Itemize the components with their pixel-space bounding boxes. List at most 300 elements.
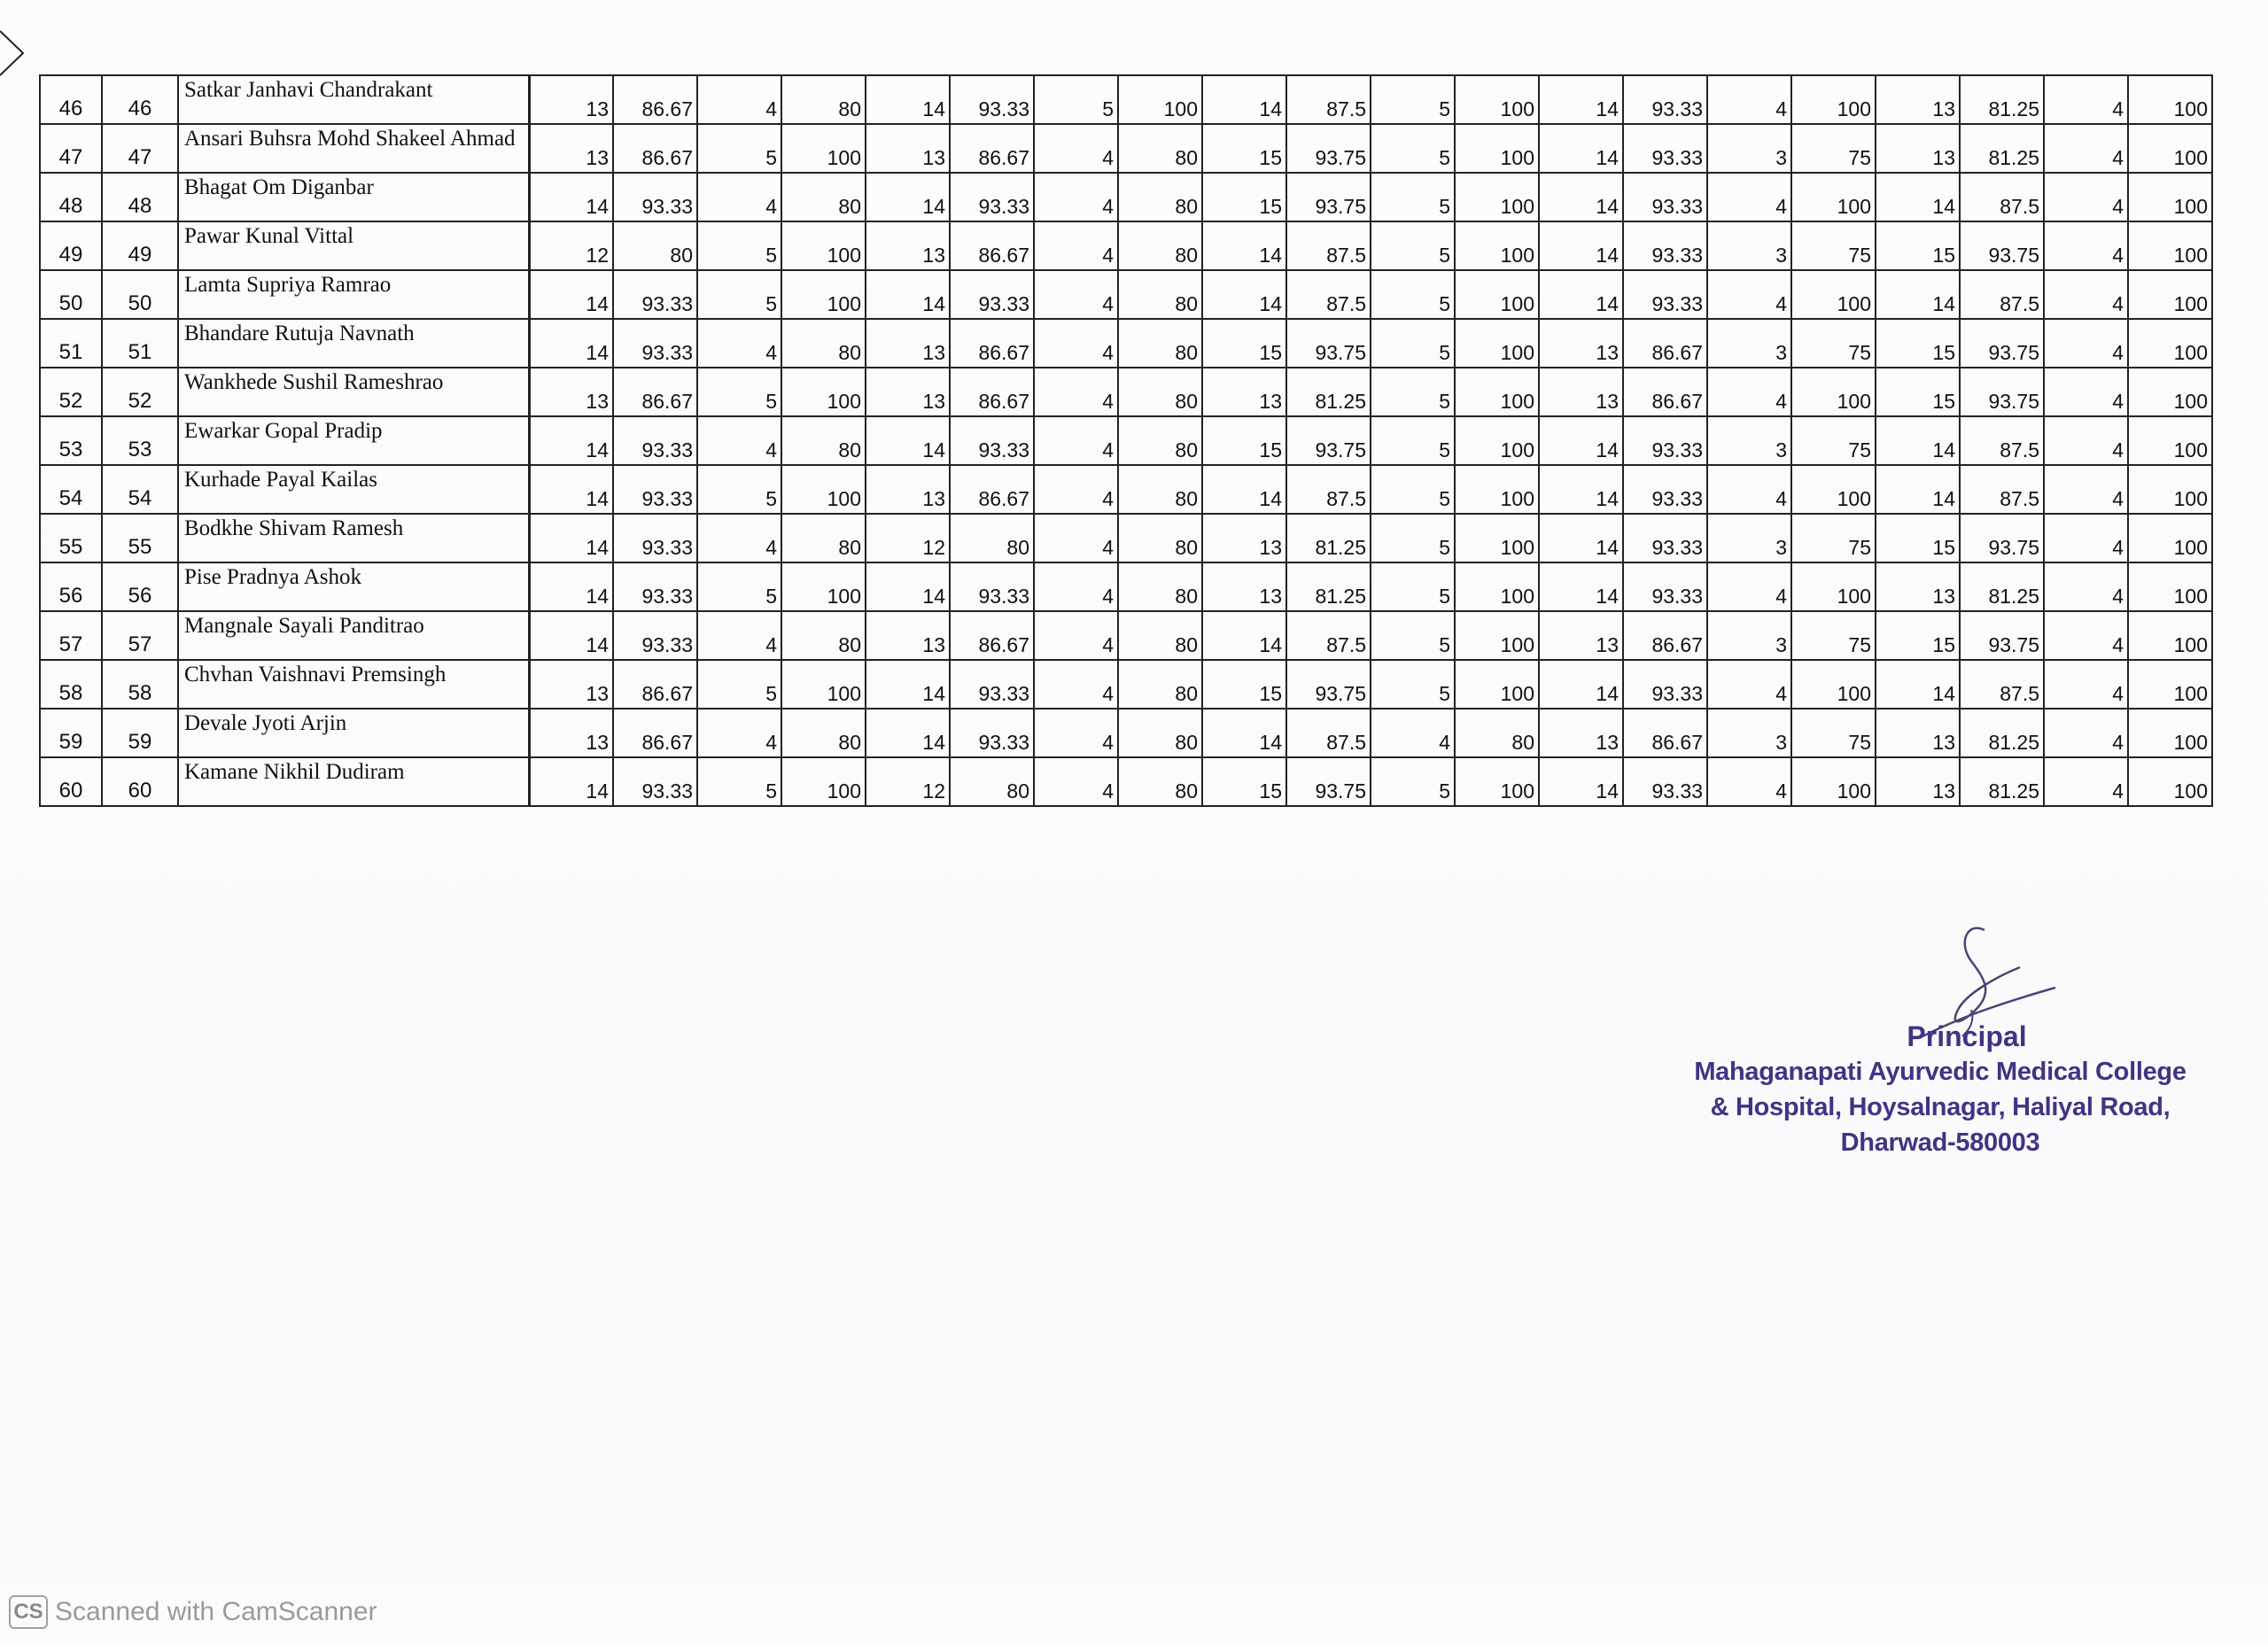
serial-number-cell: 52 — [40, 368, 102, 416]
attendance-percent-cell: 86.67 — [950, 465, 1034, 514]
attendance-count-cell: 14 — [1539, 75, 1623, 124]
attendance-percent-cell: 80 — [1118, 124, 1202, 173]
attendance-percent-cell: 80 — [781, 416, 866, 465]
attendance-count-cell: 4 — [1034, 416, 1118, 465]
roll-number-cell: 51 — [102, 319, 178, 368]
attendance-count-cell: 4 — [1707, 368, 1791, 416]
roll-number-cell: 52 — [102, 368, 178, 416]
attendance-percent-cell: 100 — [1455, 757, 1539, 806]
attendance-percent-cell: 93.33 — [1623, 173, 1707, 221]
attendance-percent-cell: 80 — [1118, 660, 1202, 709]
attendance-count-cell: 4 — [1034, 465, 1118, 514]
attendance-count-cell: 4 — [1034, 173, 1118, 221]
attendance-count-cell: 13 — [866, 465, 950, 514]
roll-number-cell: 49 — [102, 221, 178, 270]
attendance-count-cell: 14 — [529, 465, 613, 514]
attendance-count-cell: 5 — [697, 562, 781, 611]
attendance-count-cell: 5 — [1371, 611, 1455, 660]
attendance-count-cell: 15 — [1202, 124, 1286, 173]
table-row — [40, 75, 2212, 124]
attendance-percent-cell: 100 — [1455, 319, 1539, 368]
attendance-count-cell: 14 — [1876, 660, 1960, 709]
serial-number-cell: 58 — [40, 660, 102, 709]
attendance-percent-cell: 81.25 — [1960, 562, 2044, 611]
attendance-count-cell: 14 — [1539, 757, 1623, 806]
attendance-count-cell: 4 — [1707, 465, 1791, 514]
attendance-percent-cell: 86.67 — [613, 709, 697, 757]
attendance-percent-cell: 75 — [1791, 709, 1876, 757]
attendance-count-cell: 4 — [697, 416, 781, 465]
attendance-count-cell: 4 — [2044, 173, 2128, 221]
roll-number-cell: 58 — [102, 660, 178, 709]
attendance-count-cell: 14 — [866, 75, 950, 124]
attendance-count-cell: 4 — [2044, 660, 2128, 709]
table-row — [40, 270, 2212, 319]
attendance-count-cell: 15 — [1876, 221, 1960, 270]
attendance-count-cell: 4 — [697, 75, 781, 124]
attendance-count-cell: 5 — [697, 270, 781, 319]
attendance-count-cell: 13 — [1876, 562, 1960, 611]
attendance-percent-cell: 93.33 — [613, 562, 697, 611]
attendance-count-cell: 15 — [1876, 514, 1960, 562]
attendance-count-cell: 4 — [1034, 319, 1118, 368]
attendance-count-cell: 15 — [1202, 416, 1286, 465]
attendance-count-cell: 14 — [1539, 416, 1623, 465]
table-row — [40, 221, 2212, 270]
page-corner-fold-icon — [0, 27, 27, 80]
attendance-count-cell: 3 — [1707, 124, 1791, 173]
attendance-count-cell: 4 — [2044, 757, 2128, 806]
attendance-count-cell: 14 — [529, 173, 613, 221]
student-name-cell: Pise Pradnya Ashok — [178, 562, 529, 611]
table-row — [40, 757, 2212, 806]
attendance-count-cell: 4 — [1034, 709, 1118, 757]
stamp-line-3: Dharwad-580003 — [1840, 1128, 2040, 1157]
marks-table — [39, 74, 2213, 807]
stamp-line-1: Mahaganapati Ayurvedic Medical College — [1694, 1058, 2186, 1086]
attendance-count-cell: 5 — [1371, 465, 1455, 514]
attendance-count-cell: 5 — [1371, 173, 1455, 221]
attendance-count-cell: 14 — [866, 173, 950, 221]
attendance-count-cell: 12 — [866, 757, 950, 806]
attendance-percent-cell: 93.75 — [1286, 124, 1371, 173]
table-row — [40, 514, 2212, 562]
attendance-percent-cell: 100 — [1118, 75, 1202, 124]
attendance-percent-cell: 93.75 — [1286, 660, 1371, 709]
attendance-percent-cell: 93.33 — [1623, 270, 1707, 319]
attendance-count-cell: 14 — [1539, 465, 1623, 514]
attendance-percent-cell: 80 — [613, 221, 697, 270]
attendance-percent-cell: 86.67 — [613, 368, 697, 416]
attendance-count-cell: 4 — [1034, 124, 1118, 173]
attendance-percent-cell: 81.25 — [1960, 757, 2044, 806]
table-row — [40, 611, 2212, 660]
attendance-percent-cell: 93.33 — [950, 660, 1034, 709]
attendance-count-cell: 4 — [1707, 75, 1791, 124]
attendance-percent-cell: 100 — [781, 465, 866, 514]
attendance-percent-cell: 100 — [1455, 75, 1539, 124]
attendance-percent-cell: 93.33 — [613, 173, 697, 221]
attendance-percent-cell: 93.75 — [1960, 611, 2044, 660]
attendance-percent-cell: 93.33 — [1623, 660, 1707, 709]
student-name-cell: Pawar Kunal Vittal — [178, 221, 529, 270]
attendance-count-cell: 4 — [2044, 416, 2128, 465]
attendance-percent-cell: 100 — [781, 562, 866, 611]
attendance-percent-cell: 100 — [2128, 562, 2212, 611]
attendance-count-cell: 14 — [1876, 465, 1960, 514]
attendance-percent-cell: 93.33 — [1623, 465, 1707, 514]
camscanner-watermark — [9, 1594, 377, 1630]
attendance-percent-cell: 100 — [1791, 757, 1876, 806]
attendance-percent-cell: 100 — [1455, 660, 1539, 709]
attendance-percent-cell: 100 — [781, 368, 866, 416]
attendance-count-cell: 4 — [1034, 270, 1118, 319]
attendance-count-cell: 4 — [1034, 660, 1118, 709]
attendance-percent-cell: 93.33 — [950, 562, 1034, 611]
attendance-count-cell: 4 — [2044, 319, 2128, 368]
attendance-count-cell: 13 — [529, 124, 613, 173]
student-name-cell: Chvhan Vaishnavi Premsingh — [178, 660, 529, 709]
student-name-cell: Satkar Janhavi Chandrakant — [178, 75, 529, 124]
table-row — [40, 368, 2212, 416]
attendance-percent-cell: 100 — [2128, 319, 2212, 368]
student-name-cell: Bhandare Rutuja Navnath — [178, 319, 529, 368]
attendance-percent-cell: 100 — [781, 124, 866, 173]
attendance-percent-cell: 80 — [1118, 465, 1202, 514]
attendance-count-cell: 14 — [866, 270, 950, 319]
table-row — [40, 124, 2212, 173]
attendance-percent-cell: 93.33 — [613, 319, 697, 368]
attendance-count-cell: 13 — [866, 221, 950, 270]
attendance-percent-cell: 100 — [1791, 562, 1876, 611]
table-row — [40, 562, 2212, 611]
student-name-cell: Kurhade Payal Kailas — [178, 465, 529, 514]
student-name-cell: Devale Jyoti Arjin — [178, 709, 529, 757]
attendance-count-cell: 15 — [1876, 611, 1960, 660]
attendance-percent-cell: 100 — [1455, 465, 1539, 514]
attendance-count-cell: 13 — [1876, 757, 1960, 806]
attendance-count-cell: 5 — [1371, 75, 1455, 124]
attendance-percent-cell: 75 — [1791, 514, 1876, 562]
attendance-count-cell: 4 — [1034, 368, 1118, 416]
attendance-count-cell: 5 — [697, 465, 781, 514]
attendance-percent-cell: 100 — [781, 757, 866, 806]
attendance-percent-cell: 100 — [1791, 660, 1876, 709]
attendance-percent-cell: 93.33 — [613, 416, 697, 465]
attendance-percent-cell: 100 — [1455, 173, 1539, 221]
attendance-percent-cell: 100 — [1791, 368, 1876, 416]
attendance-count-cell: 15 — [1202, 173, 1286, 221]
serial-number-cell: 54 — [40, 465, 102, 514]
serial-number-cell: 48 — [40, 173, 102, 221]
attendance-percent-cell: 93.33 — [950, 75, 1034, 124]
attendance-percent-cell: 100 — [1455, 221, 1539, 270]
attendance-count-cell: 5 — [697, 124, 781, 173]
attendance-count-cell: 5 — [1371, 368, 1455, 416]
attendance-percent-cell: 86.67 — [950, 319, 1034, 368]
attendance-percent-cell: 93.33 — [613, 514, 697, 562]
attendance-percent-cell: 86.67 — [613, 75, 697, 124]
attendance-percent-cell: 75 — [1791, 124, 1876, 173]
attendance-count-cell: 13 — [1539, 368, 1623, 416]
attendance-percent-cell: 86.67 — [950, 611, 1034, 660]
attendance-percent-cell: 93.33 — [613, 757, 697, 806]
attendance-percent-cell: 86.67 — [950, 368, 1034, 416]
attendance-count-cell: 3 — [1707, 319, 1791, 368]
attendance-percent-cell: 100 — [1455, 514, 1539, 562]
attendance-percent-cell: 100 — [781, 660, 866, 709]
roll-number-cell: 50 — [102, 270, 178, 319]
attendance-count-cell: 4 — [2044, 221, 2128, 270]
attendance-count-cell: 13 — [1539, 709, 1623, 757]
attendance-count-cell: 13 — [1876, 709, 1960, 757]
watermark-text: Scanned with CamScanner — [55, 1597, 377, 1626]
attendance-count-cell: 13 — [866, 319, 950, 368]
attendance-percent-cell: 80 — [1118, 611, 1202, 660]
attendance-count-cell: 5 — [1371, 319, 1455, 368]
attendance-count-cell: 4 — [2044, 368, 2128, 416]
attendance-percent-cell: 75 — [1791, 221, 1876, 270]
attendance-count-cell: 15 — [1202, 319, 1286, 368]
attendance-percent-cell: 87.5 — [1286, 709, 1371, 757]
attendance-percent-cell: 75 — [1791, 319, 1876, 368]
stamp-title: Principal — [1907, 1020, 2027, 1052]
student-name-cell: Wankhede Sushil Rameshrao — [178, 368, 529, 416]
attendance-count-cell: 14 — [1539, 270, 1623, 319]
attendance-count-cell: 4 — [1034, 514, 1118, 562]
attendance-count-cell: 14 — [866, 709, 950, 757]
attendance-percent-cell: 80 — [1118, 757, 1202, 806]
attendance-count-cell: 14 — [529, 319, 613, 368]
attendance-percent-cell: 80 — [1118, 221, 1202, 270]
attendance-percent-cell: 81.25 — [1286, 368, 1371, 416]
attendance-percent-cell: 100 — [781, 270, 866, 319]
attendance-count-cell: 5 — [1371, 221, 1455, 270]
attendance-percent-cell: 80 — [781, 709, 866, 757]
attendance-count-cell: 14 — [1202, 221, 1286, 270]
attendance-count-cell: 4 — [1371, 709, 1455, 757]
attendance-count-cell: 4 — [2044, 75, 2128, 124]
attendance-count-cell: 14 — [1202, 75, 1286, 124]
attendance-count-cell: 4 — [697, 514, 781, 562]
attendance-count-cell: 5 — [697, 368, 781, 416]
attendance-count-cell: 3 — [1707, 221, 1791, 270]
attendance-count-cell: 12 — [529, 221, 613, 270]
attendance-percent-cell: 93.33 — [950, 270, 1034, 319]
attendance-percent-cell: 93.33 — [613, 465, 697, 514]
roll-number-cell: 53 — [102, 416, 178, 465]
attendance-count-cell: 14 — [529, 562, 613, 611]
attendance-percent-cell: 100 — [1455, 611, 1539, 660]
attendance-percent-cell: 100 — [1791, 270, 1876, 319]
attendance-percent-cell: 87.5 — [1286, 465, 1371, 514]
attendance-count-cell: 14 — [1876, 416, 1960, 465]
serial-number-cell: 46 — [40, 75, 102, 124]
attendance-percent-cell: 100 — [781, 221, 866, 270]
attendance-percent-cell: 81.25 — [1960, 709, 2044, 757]
attendance-percent-cell: 86.67 — [950, 124, 1034, 173]
camscanner-logo-icon: CS — [9, 1595, 48, 1629]
attendance-count-cell: 13 — [1876, 75, 1960, 124]
attendance-percent-cell: 93.75 — [1286, 757, 1371, 806]
attendance-percent-cell: 87.5 — [1960, 416, 2044, 465]
attendance-percent-cell: 80 — [781, 514, 866, 562]
attendance-percent-cell: 100 — [2128, 75, 2212, 124]
attendance-count-cell: 14 — [1876, 173, 1960, 221]
attendance-percent-cell: 93.33 — [613, 611, 697, 660]
attendance-count-cell: 4 — [1707, 173, 1791, 221]
attendance-count-cell: 13 — [866, 611, 950, 660]
serial-number-cell: 57 — [40, 611, 102, 660]
attendance-percent-cell: 81.25 — [1960, 75, 2044, 124]
attendance-count-cell: 3 — [1707, 709, 1791, 757]
student-name-cell: Ewarkar Gopal Pradip — [178, 416, 529, 465]
attendance-count-cell: 4 — [697, 173, 781, 221]
roll-number-cell: 46 — [102, 75, 178, 124]
attendance-percent-cell: 75 — [1791, 611, 1876, 660]
serial-number-cell: 50 — [40, 270, 102, 319]
attendance-percent-cell: 86.67 — [613, 124, 697, 173]
serial-number-cell: 60 — [40, 757, 102, 806]
attendance-count-cell: 13 — [1876, 124, 1960, 173]
attendance-percent-cell: 93.75 — [1286, 416, 1371, 465]
attendance-percent-cell: 93.75 — [1286, 173, 1371, 221]
attendance-count-cell: 14 — [529, 514, 613, 562]
attendance-count-cell: 4 — [1034, 221, 1118, 270]
serial-number-cell: 56 — [40, 562, 102, 611]
attendance-count-cell: 4 — [2044, 270, 2128, 319]
attendance-percent-cell: 100 — [1791, 75, 1876, 124]
attendance-count-cell: 14 — [529, 416, 613, 465]
attendance-count-cell: 5 — [1371, 416, 1455, 465]
attendance-percent-cell: 100 — [2128, 465, 2212, 514]
attendance-count-cell: 12 — [866, 514, 950, 562]
attendance-percent-cell: 100 — [2128, 660, 2212, 709]
attendance-percent-cell: 80 — [1118, 709, 1202, 757]
student-name-cell: Bhagat Om Diganbar — [178, 173, 529, 221]
roll-number-cell: 57 — [102, 611, 178, 660]
attendance-percent-cell: 100 — [2128, 709, 2212, 757]
principal-stamp — [1657, 1019, 2224, 1160]
attendance-percent-cell: 100 — [2128, 270, 2212, 319]
attendance-count-cell: 14 — [1539, 221, 1623, 270]
attendance-count-cell: 14 — [866, 660, 950, 709]
attendance-count-cell: 3 — [1707, 611, 1791, 660]
attendance-percent-cell: 87.5 — [1286, 270, 1371, 319]
attendance-percent-cell: 80 — [781, 611, 866, 660]
marks-table-body — [40, 75, 2212, 806]
attendance-percent-cell: 80 — [1118, 514, 1202, 562]
attendance-percent-cell: 80 — [1455, 709, 1539, 757]
table-row — [40, 416, 2212, 465]
attendance-count-cell: 5 — [1371, 124, 1455, 173]
attendance-count-cell: 15 — [1876, 319, 1960, 368]
roll-number-cell: 47 — [102, 124, 178, 173]
attendance-count-cell: 14 — [1202, 611, 1286, 660]
attendance-percent-cell: 93.75 — [1286, 319, 1371, 368]
attendance-count-cell: 13 — [1202, 562, 1286, 611]
attendance-percent-cell: 100 — [2128, 221, 2212, 270]
attendance-percent-cell: 100 — [1455, 270, 1539, 319]
attendance-percent-cell: 80 — [1118, 368, 1202, 416]
attendance-count-cell: 14 — [1876, 270, 1960, 319]
attendance-percent-cell: 80 — [1118, 173, 1202, 221]
attendance-percent-cell: 86.67 — [1623, 709, 1707, 757]
attendance-count-cell: 4 — [2044, 562, 2128, 611]
attendance-percent-cell: 87.5 — [1286, 75, 1371, 124]
attendance-count-cell: 14 — [529, 270, 613, 319]
attendance-count-cell: 13 — [529, 368, 613, 416]
attendance-count-cell: 13 — [1539, 611, 1623, 660]
attendance-percent-cell: 87.5 — [1960, 270, 2044, 319]
attendance-count-cell: 13 — [529, 75, 613, 124]
roll-number-cell: 55 — [102, 514, 178, 562]
attendance-percent-cell: 87.5 — [1286, 611, 1371, 660]
attendance-percent-cell: 86.67 — [613, 660, 697, 709]
attendance-percent-cell: 80 — [1118, 416, 1202, 465]
attendance-count-cell: 14 — [529, 757, 613, 806]
attendance-count-cell: 14 — [1539, 173, 1623, 221]
attendance-percent-cell: 93.75 — [1960, 221, 2044, 270]
attendance-count-cell: 5 — [1034, 75, 1118, 124]
attendance-percent-cell: 93.33 — [950, 416, 1034, 465]
roll-number-cell: 60 — [102, 757, 178, 806]
table-row — [40, 709, 2212, 757]
attendance-percent-cell: 100 — [2128, 514, 2212, 562]
attendance-count-cell: 14 — [1202, 465, 1286, 514]
attendance-percent-cell: 80 — [781, 75, 866, 124]
roll-number-cell: 59 — [102, 709, 178, 757]
attendance-percent-cell: 93.33 — [1623, 221, 1707, 270]
attendance-percent-cell: 81.25 — [1286, 514, 1371, 562]
attendance-percent-cell: 75 — [1791, 416, 1876, 465]
attendance-percent-cell: 100 — [2128, 124, 2212, 173]
attendance-percent-cell: 100 — [1455, 124, 1539, 173]
attendance-count-cell: 13 — [529, 709, 613, 757]
student-name-cell: Ansari Buhsra Mohd Shakeel Ahmad — [178, 124, 529, 173]
serial-number-cell: 59 — [40, 709, 102, 757]
attendance-count-cell: 15 — [1202, 757, 1286, 806]
attendance-count-cell: 13 — [866, 368, 950, 416]
attendance-count-cell: 4 — [1034, 611, 1118, 660]
attendance-count-cell: 14 — [1202, 270, 1286, 319]
attendance-count-cell: 14 — [1539, 124, 1623, 173]
attendance-percent-cell: 100 — [2128, 173, 2212, 221]
attendance-percent-cell: 100 — [1455, 416, 1539, 465]
roll-number-cell: 56 — [102, 562, 178, 611]
attendance-percent-cell: 93.33 — [1623, 757, 1707, 806]
attendance-percent-cell: 100 — [2128, 611, 2212, 660]
student-name-cell: Lamta Supriya Ramrao — [178, 270, 529, 319]
attendance-percent-cell: 100 — [2128, 416, 2212, 465]
attendance-percent-cell: 80 — [950, 757, 1034, 806]
attendance-count-cell: 4 — [2044, 514, 2128, 562]
attendance-count-cell: 14 — [1539, 660, 1623, 709]
attendance-percent-cell: 100 — [1791, 173, 1876, 221]
attendance-percent-cell: 80 — [781, 319, 866, 368]
attendance-percent-cell: 93.33 — [1623, 562, 1707, 611]
attendance-percent-cell: 100 — [1791, 465, 1876, 514]
attendance-count-cell: 4 — [1707, 562, 1791, 611]
attendance-count-cell: 13 — [1202, 514, 1286, 562]
attendance-percent-cell: 86.67 — [1623, 319, 1707, 368]
attendance-percent-cell: 93.33 — [950, 173, 1034, 221]
attendance-count-cell: 4 — [1034, 757, 1118, 806]
attendance-count-cell: 14 — [866, 562, 950, 611]
attendance-percent-cell: 87.5 — [1960, 465, 2044, 514]
attendance-percent-cell: 80 — [1118, 319, 1202, 368]
serial-number-cell: 53 — [40, 416, 102, 465]
